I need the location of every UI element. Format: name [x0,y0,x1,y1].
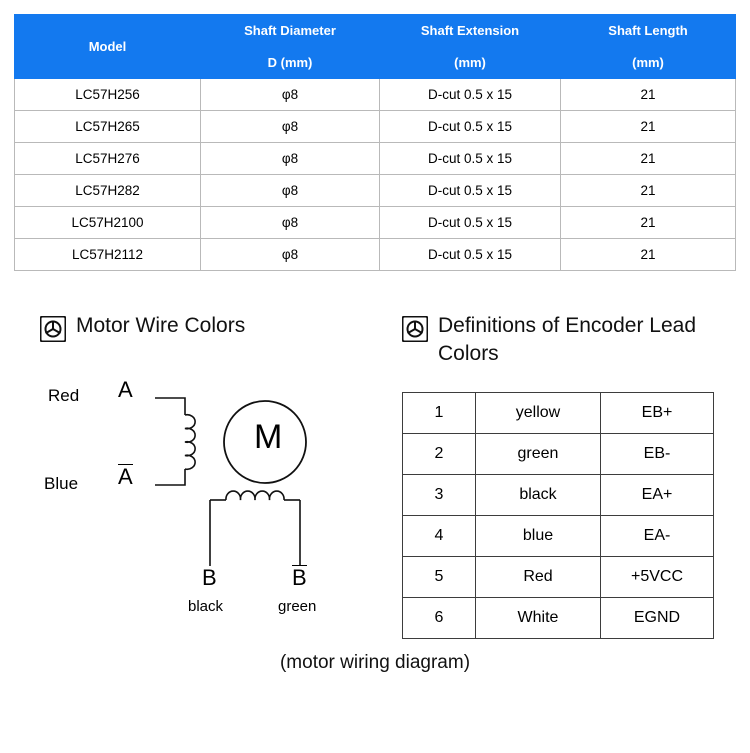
spec-header-row-1 [15,15,736,47]
spec-cell-extension: D-cut 0.5 x 15 [380,143,561,175]
spec-cell-model: LC57H282 [15,175,201,207]
spec-cell-diameter: φ8 [201,111,380,143]
table-row [403,516,714,557]
spec-cell-diameter: φ8 [201,175,380,207]
encoder-cell-index: 4 [403,516,476,557]
table-row [403,475,714,516]
target-icon [402,316,428,342]
encoder-cell-color: black [476,475,601,516]
encoder-cell-index: 2 [403,434,476,475]
spec-cell-length: 21 [561,143,736,175]
spec-header-unit-d-mm: D (mm) [201,47,380,79]
shaft-spec-table [14,14,736,271]
table-row [15,111,736,143]
table-row [403,434,714,475]
spec-cell-extension: D-cut 0.5 x 15 [380,175,561,207]
spec-cell-extension: D-cut 0.5 x 15 [380,239,561,271]
spec-cell-diameter: φ8 [201,143,380,175]
spec-header-unit-mm-length: (mm) [561,47,736,79]
encoder-cell-signal: +5VCC [601,557,714,598]
spec-table [14,14,736,271]
label-phase-b-bar: B [292,565,307,590]
encoder-cell-signal: EGND [601,598,714,639]
diagram-caption: (motor wiring diagram) [279,652,471,673]
spec-table-head [15,15,736,79]
spec-cell-length: 21 [561,239,736,271]
table-row [403,557,714,598]
spec-cell-diameter: φ8 [201,207,380,239]
spec-cell-extension: D-cut 0.5 x 15 [380,111,561,143]
spec-header-unit-mm-extension: (mm) [380,47,561,79]
label-black: black [188,598,224,615]
spec-cell-model: LC57H265 [15,111,201,143]
spec-cell-length: 21 [561,175,736,207]
table-row [403,598,714,639]
label-red: Red [48,386,80,405]
encoder-cell-signal: EA- [601,516,714,557]
spec-cell-length: 21 [561,207,736,239]
section-heading-motor-wire-colors [40,312,380,342]
encoder-cell-signal: EA+ [601,475,714,516]
label-phase-a: A [118,377,133,402]
spec-table-body [15,79,736,271]
encoder-cell-index: 1 [403,393,476,434]
table-row [403,393,714,434]
spec-cell-model: LC57H2112 [15,239,201,271]
label-motor: M [254,418,283,456]
label-green: green [278,598,317,615]
spec-cell-extension: D-cut 0.5 x 15 [380,207,561,239]
spec-cell-model: LC57H276 [15,143,201,175]
spec-cell-length: 21 [561,111,736,143]
encoder-cell-color: green [476,434,601,475]
encoder-cell-signal: EB+ [601,393,714,434]
table-row [15,239,736,271]
encoder-cell-index: 3 [403,475,476,516]
encoder-cell-index: 6 [403,598,476,639]
encoder-table [402,392,714,639]
table-row [15,79,736,111]
motor-wiring-diagram [30,370,390,620]
spec-cell-diameter: φ8 [201,239,380,271]
section-title: Motor Wire Colors [76,314,246,337]
label-phase-b: B [202,565,217,590]
spec-cell-extension: D-cut 0.5 x 15 [380,79,561,111]
spec-header-shaft-diameter: Shaft Diameter [201,15,380,47]
encoder-cell-index: 5 [403,557,476,598]
label-phase-a-bar: A [118,464,133,489]
encoder-cell-color: Red [476,557,601,598]
table-row [15,207,736,239]
spec-header-model: Model [15,15,201,79]
spec-cell-model: LC57H256 [15,79,201,111]
spec-header-shaft-extension: Shaft Extension [380,15,561,47]
spec-cell-diameter: φ8 [201,79,380,111]
target-icon [40,316,66,342]
encoder-cell-color: blue [476,516,601,557]
encoder-cell-color: yellow [476,393,601,434]
encoder-cell-color: White [476,598,601,639]
section-heading-encoder-lead-colors [402,312,732,368]
section-title: Definitions of Encoder Lead Colors [438,314,696,365]
label-blue: Blue [44,474,79,493]
encoder-table-body [403,393,714,639]
table-row [15,143,736,175]
encoder-lead-table [402,392,714,639]
table-row [15,175,736,207]
spec-cell-model: LC57H2100 [15,207,201,239]
encoder-cell-signal: EB- [601,434,714,475]
spec-header-shaft-length: Shaft Length [561,15,736,47]
spec-cell-length: 21 [561,79,736,111]
